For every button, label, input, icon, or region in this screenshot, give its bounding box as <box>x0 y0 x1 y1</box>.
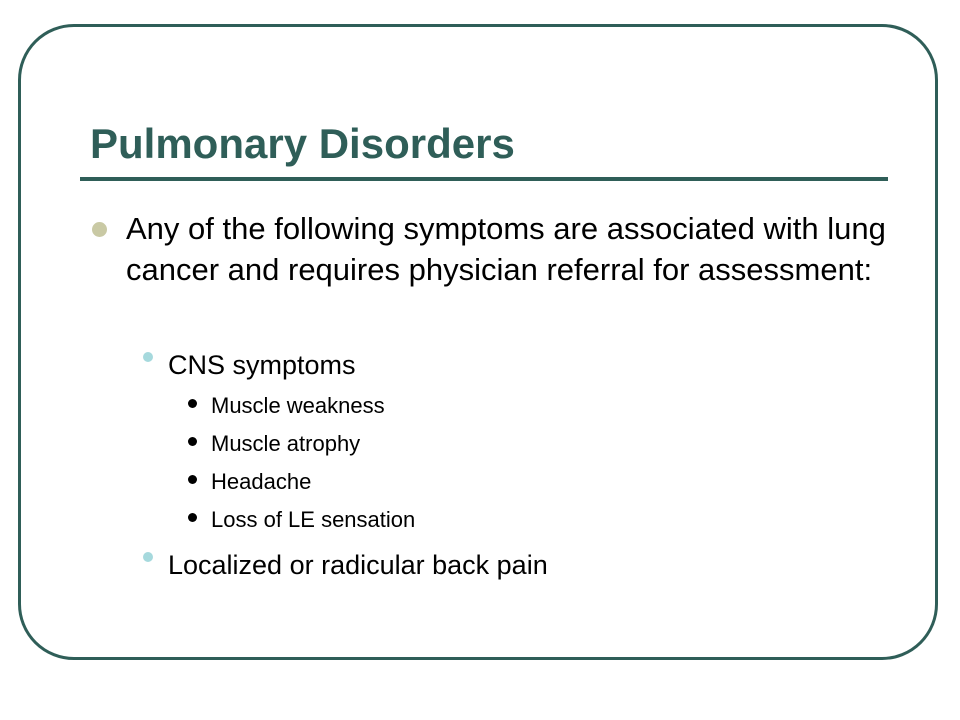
bullet-dot-icon <box>188 475 197 484</box>
bullet-dot-icon <box>188 437 197 446</box>
list-item-loss-of-le-sensation: Loss of LE sensation <box>211 507 416 532</box>
bullet-dot-icon <box>188 399 197 408</box>
list-item-muscle-atrophy: Muscle atrophy <box>211 431 361 456</box>
sub-bullet-back-pain: Localized or radicular back pain <box>168 550 548 580</box>
list-item-headache: Headache <box>211 469 312 494</box>
sub-bullet-cns-symptoms: CNS symptoms <box>168 350 356 380</box>
title-divider <box>80 177 888 181</box>
sub-bullet-dot-icon <box>143 352 153 362</box>
main-bullet-text: Any of the following symptoms are associated with lung cancer and requires physician referral for assessment: <box>126 211 886 287</box>
slide-title: Pulmonary Disorders <box>90 120 515 167</box>
sub-bullet-dot-icon <box>143 552 153 562</box>
bullet-dot-icon <box>188 513 197 522</box>
list-item-muscle-weakness: Muscle weakness <box>211 393 385 418</box>
bullet-dot-icon <box>92 222 107 237</box>
